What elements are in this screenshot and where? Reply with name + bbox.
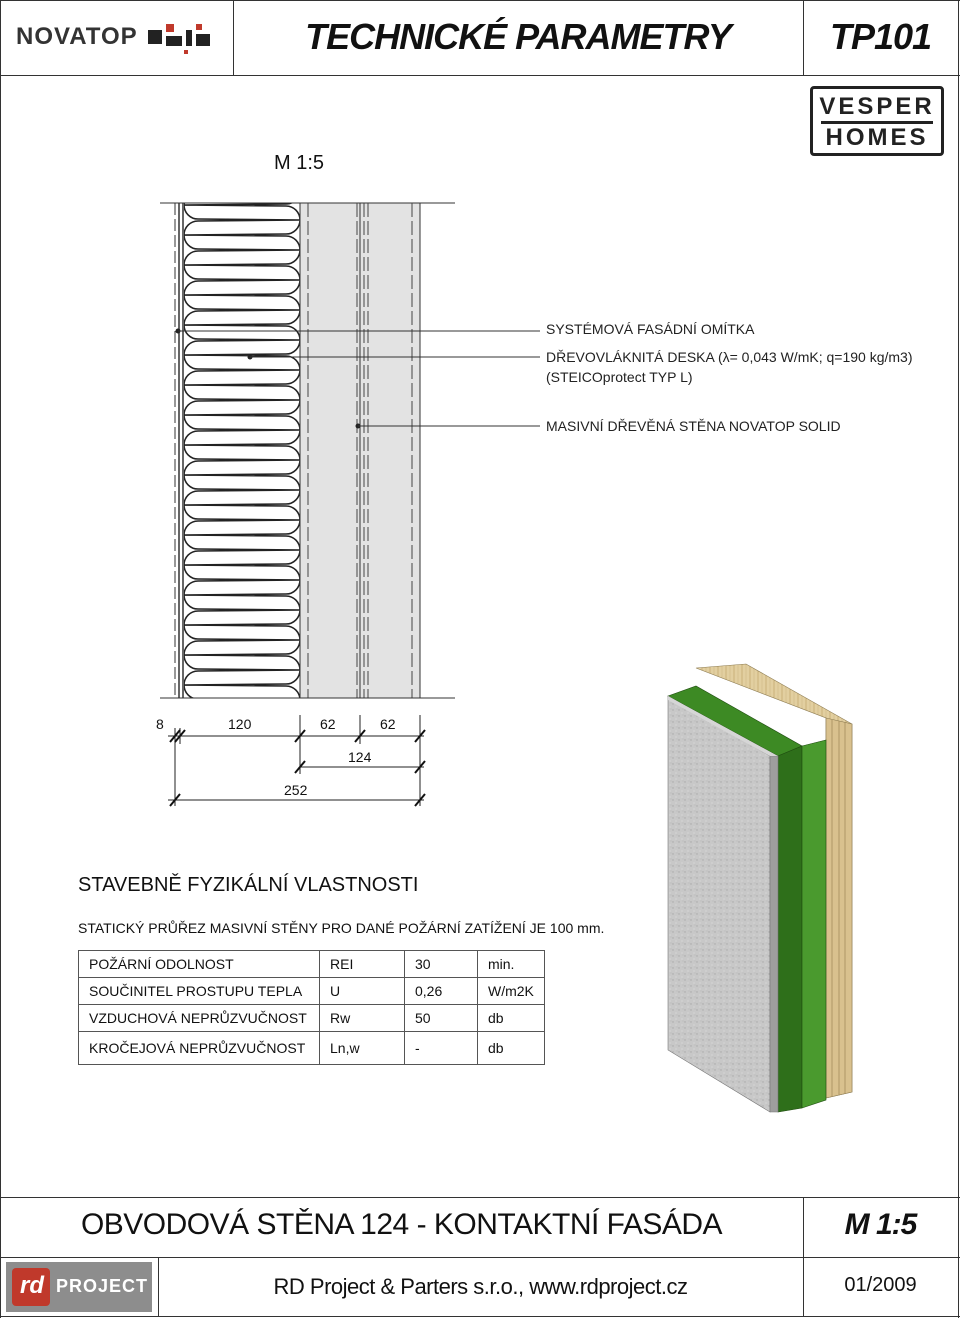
document-date: 01/2009	[844, 1274, 917, 1296]
properties-heading: STAVEBNĚ FYZIKÁLNÍ VLASTNOSTI	[78, 874, 419, 896]
dim-wall: 124	[348, 749, 372, 765]
property-value: 30	[405, 951, 478, 978]
rd-project-logo-text: PROJECT	[56, 1276, 149, 1296]
properties-note: STATICKÝ PRŮŘEZ MASIVNÍ STĚNY PRO DANÉ POŽÁRNÍ ZATÍŽENÍ JE 100 mm.	[78, 920, 605, 936]
vesper-logo-line2: HOMES	[825, 124, 929, 151]
property-value: -	[405, 1032, 478, 1065]
property-symbol: U	[320, 978, 405, 1005]
dimension-lines	[160, 710, 440, 820]
frame-bottom	[0, 1316, 960, 1317]
property-unit: db	[478, 1005, 545, 1032]
property-symbol: Ln,w	[320, 1032, 405, 1065]
frame-left	[0, 0, 1, 1318]
drawing-title: OBVODOVÁ STĚNA 124 - KONTAKTNÍ FASÁDA	[80, 1208, 723, 1241]
novatop-logo-text: NOVATOP	[16, 23, 138, 50]
dim-plaster: 8	[156, 716, 164, 732]
layer-label-fiberboard: DŘEVOVLÁKNITÁ DESKA (λ= 0,043 W/mK; q=190 kg/m3)	[546, 349, 913, 365]
property-unit: W/m2K	[478, 978, 545, 1005]
vesper-logo-line1: VESPER	[819, 93, 935, 120]
dim-panel-1: 62	[320, 716, 336, 732]
footer-top-line	[0, 1197, 960, 1198]
document-title: TECHNICKÉ PARAMETRY	[305, 16, 731, 57]
property-name: POŽÁRNÍ ODOLNOST	[79, 951, 320, 978]
novatop-logo-mark-icon	[146, 20, 226, 56]
novatop-logo	[16, 20, 226, 56]
layer-label-plaster: SYSTÉMOVÁ FASÁDNÍ OMÍTKA	[546, 321, 755, 337]
table-row	[79, 1005, 545, 1032]
wall-isometric-render	[660, 660, 860, 1150]
frame-right	[958, 0, 959, 1318]
table-row	[79, 978, 545, 1005]
wall-section-drawing	[160, 195, 620, 715]
document-code: TP101	[829, 16, 932, 57]
company-info: RD Project & Parters s.r.o., www.rdproject.cz	[273, 1274, 688, 1299]
frame-top	[0, 0, 960, 1]
property-symbol: Rw	[320, 1005, 405, 1032]
rd-project-logo: rd PROJECT	[6, 1262, 152, 1312]
footer-mid-line	[0, 1257, 960, 1258]
header-bottom-line	[0, 75, 960, 76]
drawing-scale: M 1:5	[844, 1208, 917, 1241]
dim-total: 252	[284, 782, 308, 798]
property-unit: min.	[478, 951, 545, 978]
scale-label-top: M 1:5	[274, 152, 325, 174]
property-value: 50	[405, 1005, 478, 1032]
property-unit: db	[478, 1032, 545, 1065]
vesper-homes-logo	[810, 86, 944, 156]
properties-table	[78, 950, 545, 1065]
property-name: KROČEJOVÁ NEPRŮZVUČNOST	[79, 1032, 320, 1065]
dim-insulation: 120	[228, 716, 252, 732]
property-name: SOUČINITEL PROSTUPU TEPLA	[79, 978, 320, 1005]
property-value: 0,26	[405, 978, 478, 1005]
property-name: VZDUCHOVÁ NEPRŮZVUČNOST	[79, 1005, 320, 1032]
dim-panel-2: 62	[380, 716, 396, 732]
layer-label-wall: MASIVNÍ DŘEVĚNÁ STĚNA NOVATOP SOLID	[546, 418, 841, 434]
table-row	[79, 1032, 545, 1065]
table-row	[79, 951, 545, 978]
layer-label-fiberboard-type: (STEICOprotect TYP L)	[546, 369, 693, 385]
property-symbol: REI	[320, 951, 405, 978]
